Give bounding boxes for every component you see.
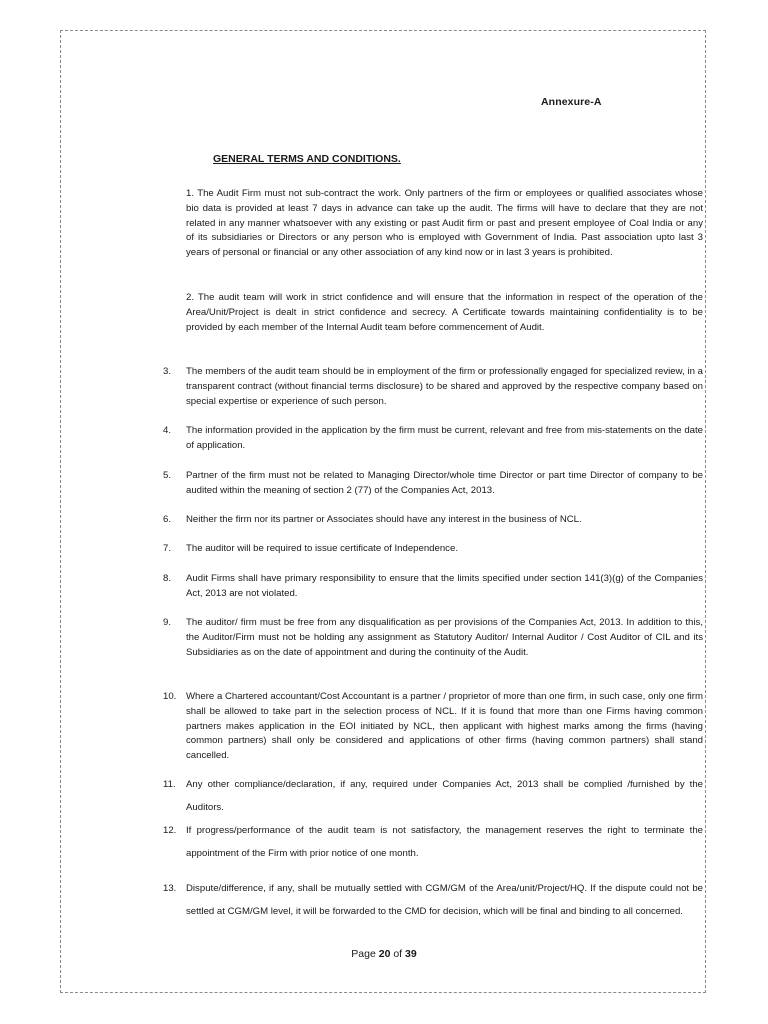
item-text: If progress/performance of the audit team is not satisfactory, the management reserves the right to terminate the appointment of the Firm with prior notice of one month. bbox=[186, 825, 703, 859]
list-item-3 bbox=[163, 365, 703, 409]
list-item-10 bbox=[163, 690, 703, 764]
item-number: 4. bbox=[163, 425, 172, 436]
item-text: Neither the firm nor its partner or Associates should have any interest in the business of NCL. bbox=[186, 514, 582, 525]
item-text: The auditor will be required to issue certificate of Independence. bbox=[186, 543, 458, 554]
item-text: Partner of the firm must not be related to Managing Director/whole time Director or part time Director of company to be audited within the meaning of section 2 (77) of the Companies Act, 2013. bbox=[186, 470, 703, 496]
item-number: 6. bbox=[163, 514, 172, 525]
list-item-12 bbox=[163, 819, 703, 865]
item-number: 11. bbox=[163, 779, 176, 790]
annexure-label: Annexure-A bbox=[541, 96, 602, 108]
item-number: 13. bbox=[163, 883, 177, 894]
list-item-11 bbox=[163, 773, 703, 819]
item-text: Where a Chartered accountant/Cost Accountant is a partner / proprietor of more than one firm, in such case, only one firm shall be allowed to take part in the selection process of NCL. If it is found that more than one Firms having common partners makes application in the EOI initiated by NCL, then applicant with highest marks among the firms (having common partners) shall only be considered and applications of other firms (having common partners) shall stand cancelled. bbox=[186, 691, 703, 762]
item-number: 8. bbox=[163, 573, 172, 584]
list-item-6 bbox=[163, 513, 703, 528]
item-number: 9. bbox=[163, 617, 172, 628]
page-number bbox=[0, 948, 768, 960]
item-text: The members of the audit team should be in employment of the firm or professionally engaged for specialized review, in a transparent contract (without financial terms disclosure) to be shared and approved by the respective company based on special expertise or experience of such person. bbox=[186, 366, 703, 407]
list-item-4 bbox=[163, 424, 703, 454]
item-number: 3. bbox=[163, 366, 172, 377]
section-heading: GENERAL TERMS AND CONDITIONS. bbox=[213, 153, 401, 165]
list-item-8 bbox=[163, 572, 703, 602]
list-item-7 bbox=[163, 542, 703, 557]
list-item-5 bbox=[163, 469, 703, 499]
item-text: Dispute/difference, if any, shall be mutually settled with CGM/GM of the Area/unit/Project/HQ. If the dispute could not be settled at CGM/GM level, it will be forwarded to the CMD for decision, which will be final and binding to all concerned. bbox=[186, 883, 703, 917]
paragraph-1: 1. The Audit Firm must not sub-contract the work. Only partners of the firm or employees or qualified associates whose bio data is provided at least 7 days in advance can take up the audit. The firms will have to declare that they are not related in any manner whatsoever with any existing or past Audit firm or past and present employee of Coal India or any of its subsidiaries or Directors or any person who is employed with Government of India. Past association upto last 3 years of personal or financial or any other association of any kind now or in last 3 years is prohibited. bbox=[186, 188, 703, 259]
page-prefix: Page bbox=[351, 948, 379, 960]
paragraph-2: 2. The audit team will work in strict confidence and will ensure that the information in respect of the operation of the Area/Unit/Project is dealt in strict confidence and secrecy. A Certificate towards maintaining confidentiality is to be provided by each member of the Internal Audit team before commencement of Audit. bbox=[186, 292, 703, 333]
item-text: Audit Firms shall have primary responsibility to ensure that the limits specified under section 141(3)(g) of the Companies Act, 2013 are not violated. bbox=[186, 573, 703, 599]
current-page: 20 bbox=[378, 948, 391, 960]
item-text: Any other compliance/declaration, if any, required under Companies Act, 2013 shall be complied /furnished by the Auditors. bbox=[186, 779, 703, 813]
item-number: 7. bbox=[163, 543, 172, 554]
item-number: 12. bbox=[163, 825, 177, 836]
total-pages: 39 bbox=[405, 948, 417, 960]
item-text: The information provided in the application by the firm must be current, relevant and free from mis-statements on the date of application. bbox=[186, 425, 703, 451]
page-of: of bbox=[390, 948, 406, 960]
list-item-9 bbox=[163, 616, 703, 660]
list-item-13 bbox=[163, 877, 703, 923]
item-number: 10. bbox=[163, 691, 177, 702]
item-number: 5. bbox=[163, 470, 172, 481]
item-text: The auditor/ firm must be free from any disqualification as per provisions of the Companies Act, 2013. In addition to this, the Auditor/Firm must not be holding any assignment as Statutory Auditor/ Internal Auditor / Cost Auditor of CIL and its Subsidiaries as on the date of appointment and during the continuity of the Audit. bbox=[186, 617, 703, 658]
